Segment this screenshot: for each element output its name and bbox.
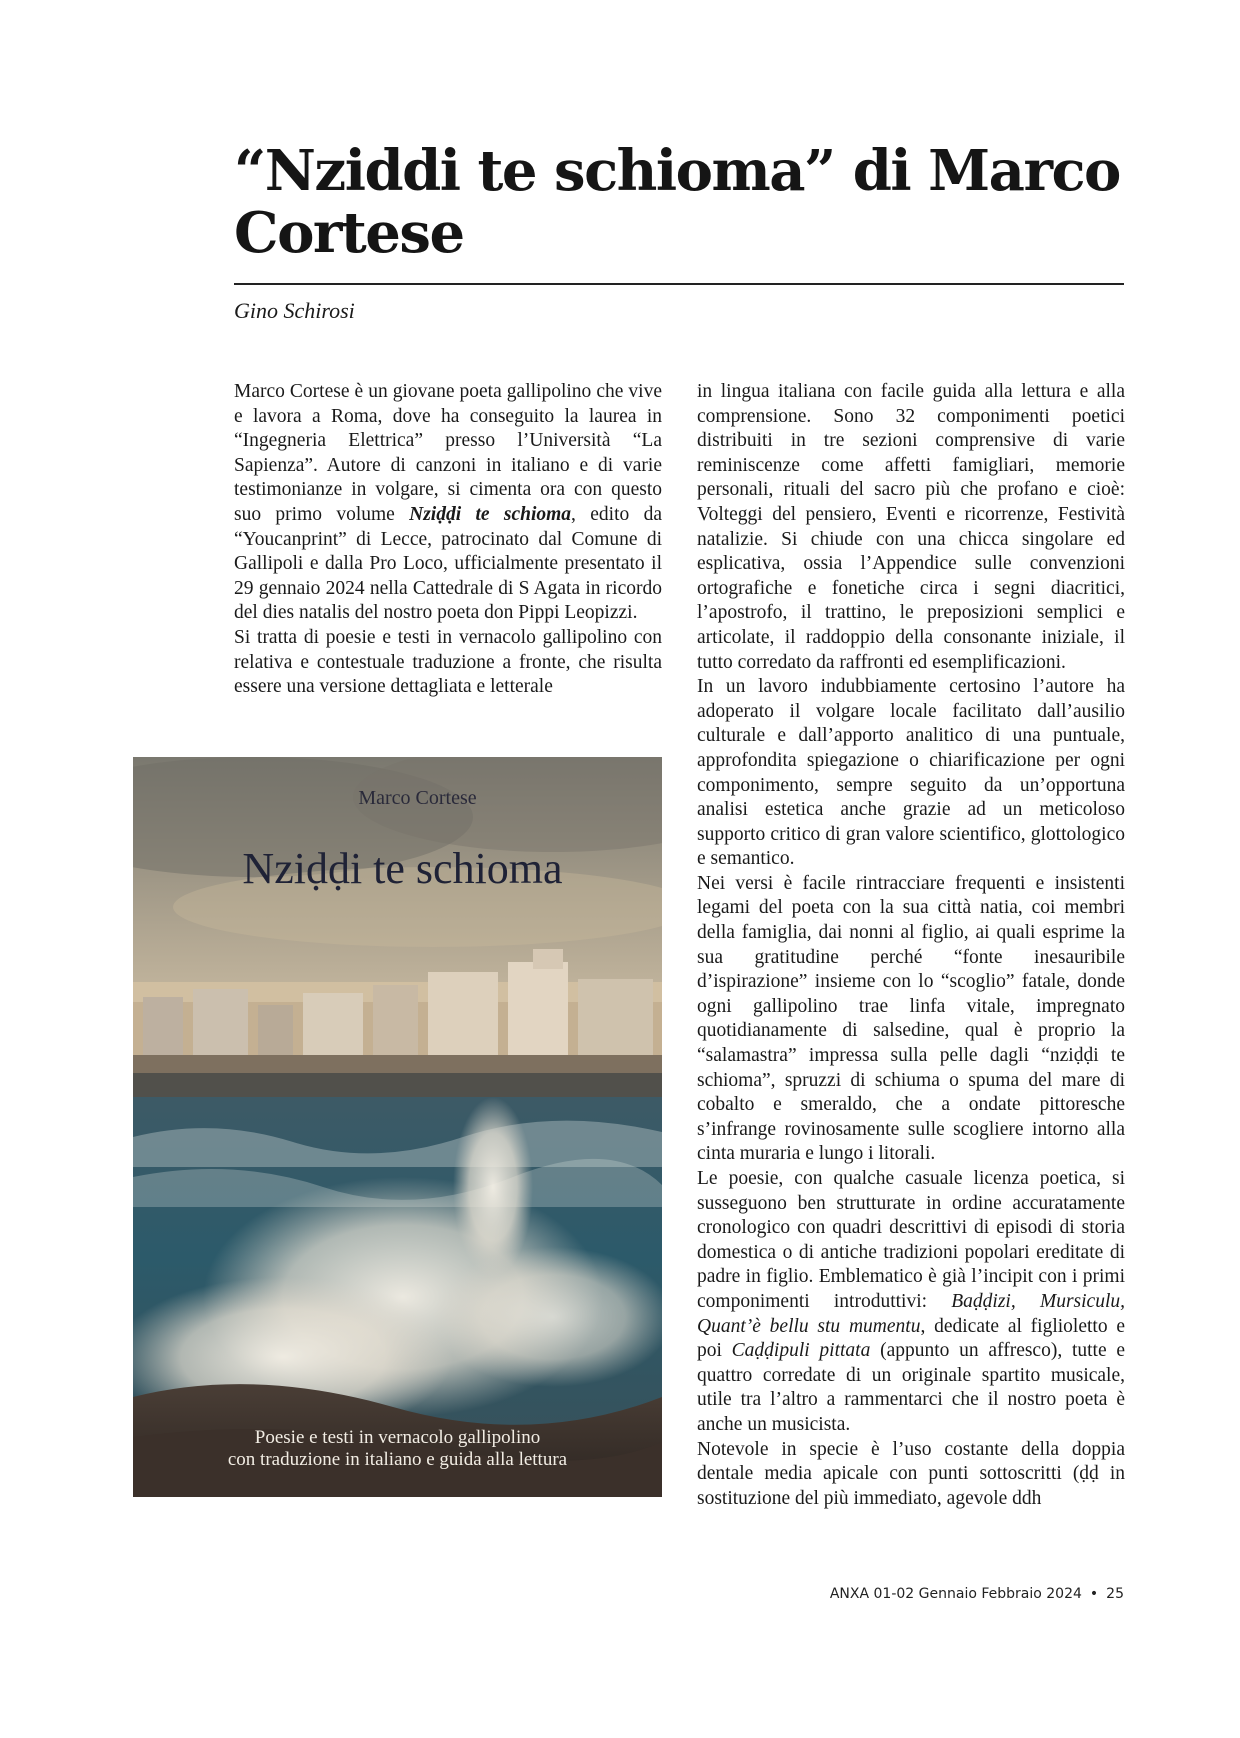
left-paragraph-2: Si tratta di poesie e testi in vernacolo gallipolino con relativa e contestuale traduzione a fronte, che risulta essere una versione dettagliata e letterale (234, 626, 662, 698)
poem-titles-inline: Baḍḍizi, Mursiculu, Quant’è bellu stu mumentu (697, 1290, 1125, 1337)
footer-issue: ANXA 01-02 Gennaio Febbraio 2024 (829, 1586, 1082, 1602)
footer-separator: • (1089, 1586, 1099, 1602)
right-paragraph-1: in lingua italiana con facile guida alla lettura e alla comprensione. Sono 32 componimenti poetici distribuiti in tre sezioni comprensive di varie reminiscenze come affetti famigliari, memorie personali, rituali del sacro più che profano e cioè: Volteggi del pensiero, Eventi e ricorrenze, Festività natalizie. Si chiude con una chicca singolare ed esplicativa, ossia l’Appendice sulle convenzioni ortografiche e fonetiche circa i segni diacritici, l’apostrofo, il trattino, le preposizioni semplici e articolate, il raddoppio della consonante iniziale, il tutto corredato da raffronti ed esemplificazioni. (697, 381, 1125, 673)
text-run: , edito da “Youcanprint” di Lecce, patrocinato dal Comune di Gallipoli e dalla Pro Loco, ufficialmente presentato il 29 gennaio 2024 nella Cattedrale di S Agata in ricordo del dies natalis del nostro poeta don Pippi Leopizzi. (234, 503, 662, 624)
left-paragraph-1 (234, 380, 662, 626)
book-title-inline: Nziḍḍi te schioma (409, 503, 572, 525)
book-cover-image (133, 757, 662, 1497)
article-title: “Nziddi te schioma” di Marco Cortese (234, 138, 1120, 266)
cover-author: Marco Cortese (358, 787, 477, 809)
cover-subtitle-line-1: Poesie e testi in vernacolo gallipolino (254, 1427, 541, 1448)
right-paragraph-4 (697, 1167, 1125, 1438)
text-run: (appunto un affresco), tutte e quattro corredate di un originale spartito musicale, utile tra l’altro a rammentarci che il nostro poeta è anche un musicista. (697, 1340, 1126, 1435)
page-footer (830, 1586, 1124, 1602)
article-author: Gino Schirosi (234, 298, 355, 323)
page-number: 25 (1106, 1586, 1124, 1602)
cover-subtitle-line-2: con traduzione in italiano e guida alla lettura (227, 1449, 568, 1470)
text-run: , dedicate al figlioletto e poi (697, 1315, 1125, 1362)
right-column (697, 380, 1125, 1511)
right-paragraph-2: In un lavoro indubbiamente certosino l’autore ha adoperato il volgare locale facilitato dall’ausilio culturale e dall’apporto analitico di una puntuale, approfondita spiegazione o chiarificazione per ogni componimento, sempre seguito da un’opportuna analisi estetica anche grazie ad un meticoloso supporto critico di gran valore scientifico, glottologico e semantico. (697, 676, 1125, 870)
title-divider (234, 283, 1124, 285)
poem-title-inline: Caḍḍipuli pittata (731, 1340, 871, 1362)
right-paragraph-5: Notevole in specie è l’uso costante della doppia dentale media apicale con punti sottoscritti (ḍḍ in sostituzione del più immediato, agevole ddh (697, 1438, 1125, 1509)
right-paragraph-3: Nei versi è facile rintracciare frequenti e insistenti legami del poeta con la sua città natia, coi membri della famiglia, dai nonni al figlio, ai quali esprime la sua gratitudine perché “fonte inesauribile d’ispirazione” insieme con lo “scoglio” fatale, donde ogni gallipolino trae linfa vitale, impregnato quotidianamente di salsedine, qual è proprio la “salamastra” impressa sulla pelle dagli “nziḍḍi te schioma”, spruzzi di schiuma o spuma del mare di cobalto e smeraldo, che a ondate pittoresche s’infrange rovinosamente sulle scogliere intorno alla cinta muraria e lungo i litorali. (697, 872, 1125, 1165)
text-run: Marco Cortese è un giovane poeta gallipolino che vive e lavora a Roma, dove ha conseguito la laurea in “Ingegneria Elettrica” presso l’Università “La Sapienza”. Autore di canzoni in italiano e di varie testimonianze in volgare, si cimenta ora con questo suo primo volume (234, 381, 662, 525)
cover-title: Nziḍḍi te schioma (242, 844, 563, 893)
left-column (234, 380, 662, 700)
cover-subtitle (133, 1427, 662, 1471)
text-run: Le poesie, con qualche casuale licenza poetica, si susseguono ben strutturate in ordine accuratamente cronologico con quadri descrittivi di episodi di storia domestica o di antiche tradizioni popolari ereditate di padre in figlio. Emblematico è già l’incipit con i primi componimenti introduttivi: (697, 1168, 1125, 1312)
